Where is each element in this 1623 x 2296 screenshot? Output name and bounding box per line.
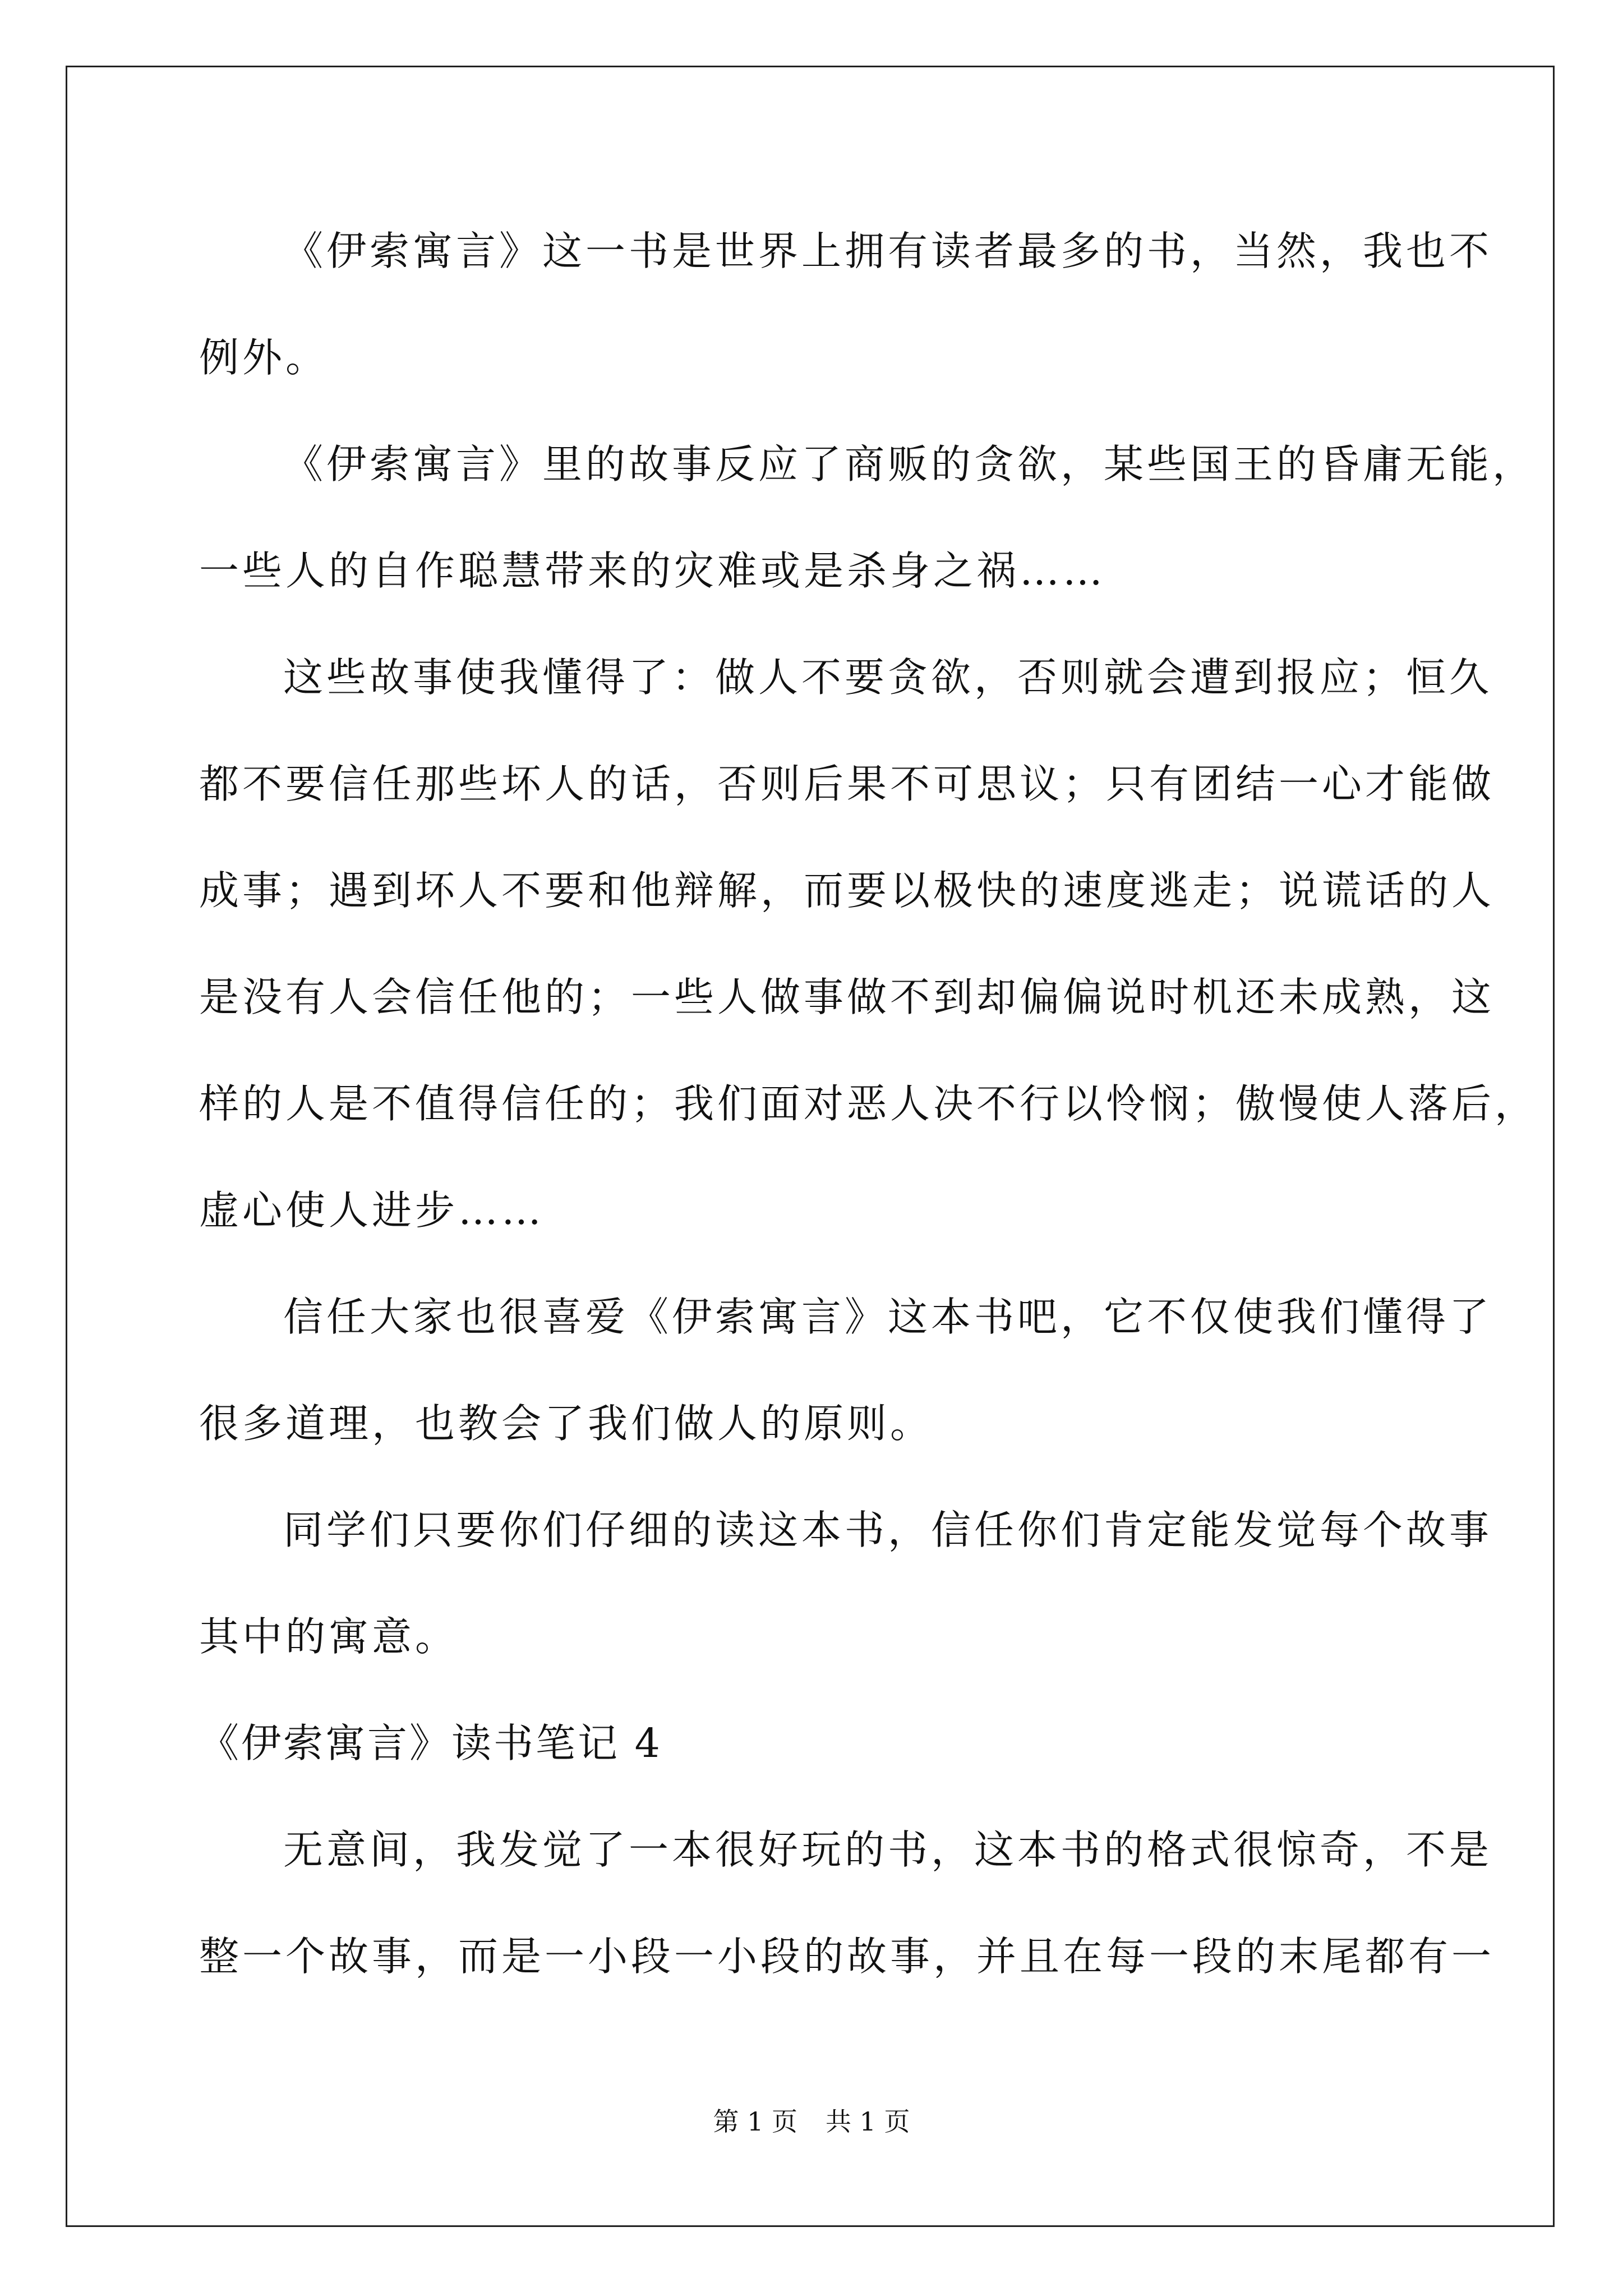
paragraph-4-line-1: 信任大家也很喜爱《伊索寓言》这本书吧，它不仅使我们懂得了 — [283, 1294, 1493, 1340]
paragraph-3-line-1: 这些故事使我懂得了：做人不要贪欲，否则就会遭到报应；恒久 — [283, 654, 1493, 701]
paragraph-4-line-2: 很多道理，也教会了我们做人的原则。 — [199, 1400, 934, 1447]
paragraph-2-line-2: 一些人的自作聪慧带来的灾难或是杀身之祸…… — [199, 547, 1106, 594]
paragraph-5-line-1: 同学们只要你们仔细的读这本书，信任你们肯定能发觉每个故事 — [283, 1507, 1493, 1553]
paragraph-3-line-4: 是没有人会信任他的；一些人做事做不到却偏偏说时机还未成熟，这 — [199, 974, 1495, 1020]
page-number: 第 1 页 — [713, 2106, 797, 2137]
paragraph-3-line-6: 虚心使人进步…… — [199, 1187, 545, 1234]
paragraph-6-line-2: 整一个故事，而是一小段一小段的故事，并且在每一段的末尾都有一 — [199, 1933, 1495, 1980]
page-footer — [0, 2105, 1623, 2138]
section-heading: 《伊索寓言》读书笔记 4 — [199, 1720, 662, 1766]
paragraph-3-line-5: 样的人是不值得信任的；我们面对恶人决不行以怜悯；傲慢使人落后， — [199, 1080, 1538, 1127]
page-frame — [66, 66, 1555, 2227]
paragraph-6-line-1: 无意间，我发觉了一本很好玩的书，这本书的格式很惊奇，不是 — [283, 1826, 1493, 1873]
paragraph-3-line-2: 都不要信任那些坏人的话，否则后果不可思议；只有团结一心才能做 — [199, 761, 1495, 807]
paragraph-3-line-3: 成事；遇到坏人不要和他辩解，而要以极快的速度逃走；说谎话的人 — [199, 867, 1495, 914]
paragraph-1-line-1: 《伊索寓言》这一书是世界上拥有读者最多的书，当然，我也不 — [283, 228, 1493, 274]
page-count: 共 1 页 — [826, 2106, 910, 2137]
paragraph-5-line-2: 其中的寓意。 — [199, 1613, 459, 1660]
paragraph-1-line-2: 例外。 — [199, 334, 329, 381]
paragraph-2-line-1: 《伊索寓言》里的故事反应了商贩的贪欲，某些国王的昏庸无能， — [283, 441, 1536, 487]
